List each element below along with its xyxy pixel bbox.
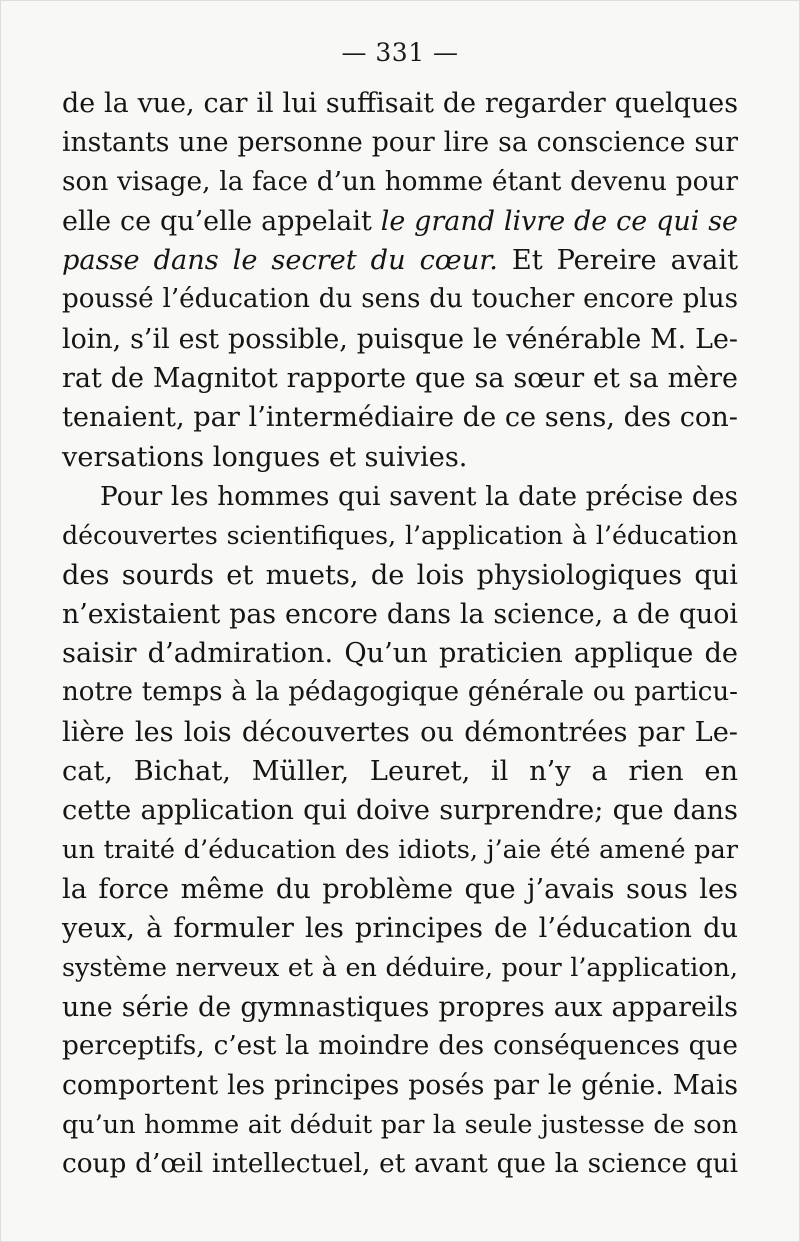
text-line: système nerveux et à en déduire, pour l’application, [62, 952, 738, 983]
text-line: cette application qui doive surprendre; que dans [62, 795, 738, 827]
text-line: un traité d’éducation des idiots, j’aie été amené par [62, 834, 738, 865]
text-line: perceptifs, c’est la moindre des conséquences que [62, 1031, 738, 1062]
text-line: comportent les principes posés par le génie. Mais [62, 1070, 738, 1102]
text-run: Et Pereire avait [497, 245, 739, 277]
text-line: tenaient, par l’intermédiaire de ce sens, des con- [62, 402, 738, 434]
text-line: de la vue, car il lui suffisait de regarder quelques [62, 88, 738, 119]
text-line: poussé l’éducation du sens du toucher encore plus [62, 284, 738, 315]
text-line: découvertes scientifiques, l’application à l’éducation [62, 521, 738, 551]
body-text [62, 84, 738, 1184]
text-line: instants une personne pour lire sa conscience sur [62, 127, 738, 159]
text-line: rat de Magnitot rapporte que sa sœur et sa mère [62, 363, 738, 395]
text-run: elle ce qu’elle appelait [62, 205, 381, 237]
text-line: la force même du problème que j’avais sous les [62, 873, 738, 905]
italic-run: passe dans le secret du cœur. [62, 245, 498, 277]
text-line [62, 241, 738, 280]
text-line: n’existaient pas encore dans la science, a de quoi [62, 598, 738, 630]
text-line [62, 202, 738, 241]
text-line: cat, Bichat, Müller, Leuret, il n’y a rien en [62, 756, 738, 788]
text-line: versations longues et suivies. [62, 441, 468, 473]
text-line: coup d’œil intellectuel, et avant que la science qui [62, 1149, 738, 1180]
italic-run: le grand livre de ce qui se [380, 205, 738, 237]
text-line: notre temps à la pédagogique générale ou particu- [62, 677, 738, 708]
text-line: loin, s’il est possible, puisque le vénérable M. Le- [62, 323, 738, 355]
text-line: qu’un homme ait déduit par la seule justesse de son [62, 1109, 738, 1140]
text-line: son visage, la face d’un homme étant devenu pour [62, 166, 738, 197]
text-line: une série de gymnastiques propres aux appareils [62, 991, 738, 1023]
text-line: des sourds et muets, de lois physiologiques qui [62, 559, 738, 591]
text-line: saisir d’admiration. Qu’un praticien applique de [62, 638, 738, 670]
text-line: lière les lois découvertes ou démontrées par Le- [62, 716, 738, 748]
text-line: yeux, à formuler les principes de l’éducation du [62, 913, 738, 945]
page-number: — 331 — [341, 38, 459, 67]
paragraph-start-line: Pour les hommes qui savent la date précise des [100, 480, 738, 512]
